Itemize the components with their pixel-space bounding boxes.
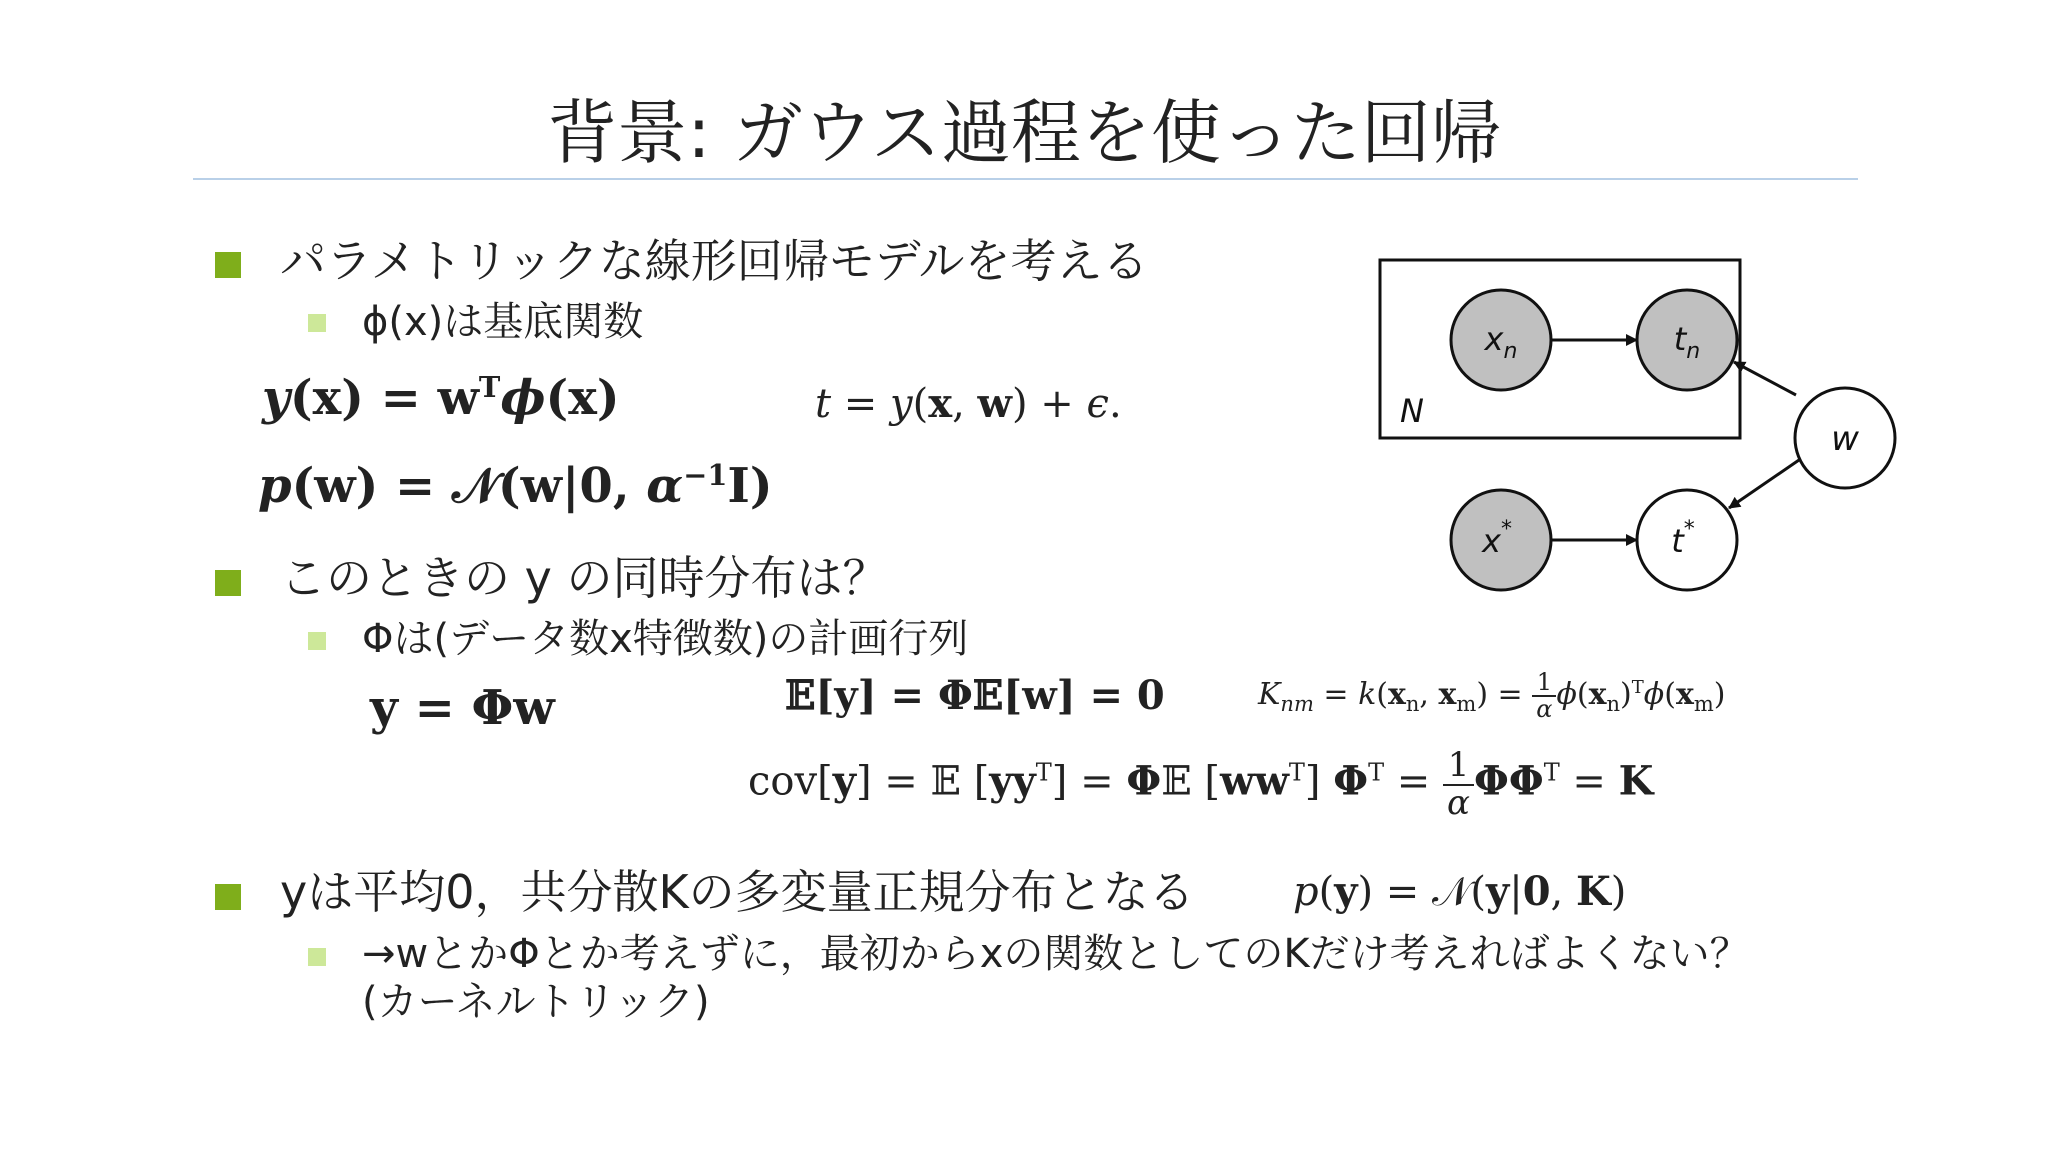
slide-title: 背景: ガウス過程を使った回帰 xyxy=(547,92,1501,174)
plate-label: N xyxy=(1400,392,1424,430)
bullet-marker xyxy=(215,252,241,278)
svg-text:w: w xyxy=(1831,419,1859,459)
bullet-text-linear-model: パラメトリックな線形回帰モデルを考える xyxy=(280,234,1149,288)
equation-p-y: p(y) = 𝒩(y|0, K) xyxy=(1293,868,1627,915)
equation-kernel-knm: $K_{nm} = k(x_n$, $x_m$) = $\frac{1}{\alpha}$ $\phi(x_n)^T\phi(x_m)$ xyxy=(1258,668,1726,724)
sub-bullet-text-design-matrix: Φは(データ数x特徴数)の計画行列 xyxy=(362,616,969,662)
equation-expectation-y: 𝔼[y] = Φ𝔼[w] = 0 xyxy=(785,672,1165,719)
graphical-model-diagram xyxy=(1370,250,1910,610)
edge-w-tn xyxy=(1734,362,1796,395)
title-divider xyxy=(193,178,1858,180)
sub-bullet-text-kernel-question: →wとかΦとか考えずに，最初からxの関数としてのKだけ考えればよくない？ xyxy=(362,931,1750,977)
svg-text:xn: $x_n$ xyxy=(1484,320,1518,364)
svg-text:x*: x* xyxy=(1482,517,1512,560)
bullet-text-joint-distribution: このときの y の同時分布は？ xyxy=(280,551,889,605)
node-xn xyxy=(1451,290,1551,390)
svg-text:t*: t* xyxy=(1671,517,1695,560)
sub-bullet-marker xyxy=(308,632,326,650)
equation-y-of-x: $y(x) = w^T\phi(x)$ xyxy=(262,370,620,426)
sub-bullet-text-basis: ϕ(x)は基底関数 xyxy=(362,299,644,345)
node-tstar xyxy=(1637,490,1737,590)
equation-t: t = y(x, w) + ϵ. xyxy=(815,380,1122,427)
edge-w-tstar xyxy=(1729,460,1799,508)
node-w xyxy=(1795,388,1895,488)
sub-bullet-marker xyxy=(308,314,326,332)
equation-y-phi-w: y = Φw xyxy=(370,680,555,736)
equation-prior-w: p(w) = 𝒩(w|0, $\alpha^{-1}I$) xyxy=(258,458,773,514)
node-tn xyxy=(1637,290,1737,390)
node-xstar xyxy=(1451,490,1551,590)
sub-bullet-marker xyxy=(308,948,326,966)
bullet-marker xyxy=(215,570,241,596)
sub-bullet-text-kernel-trick: (カーネルトリック) xyxy=(362,979,710,1025)
equation-covariance-y: cov[y] = 𝔼 $[yy^T]$ = Φ𝔼 $[ww^T] \Phi^T$ = $\frac{1}{\alpha}$ $\Phi\Phi^T = K$ xyxy=(748,745,1654,823)
bullet-marker xyxy=(215,884,241,910)
bullet-text-gaussian-result: yは平均0，共分散Kの多変量正規分布となる xyxy=(280,865,1195,919)
svg-text:tn: $t_n$ xyxy=(1673,320,1701,364)
